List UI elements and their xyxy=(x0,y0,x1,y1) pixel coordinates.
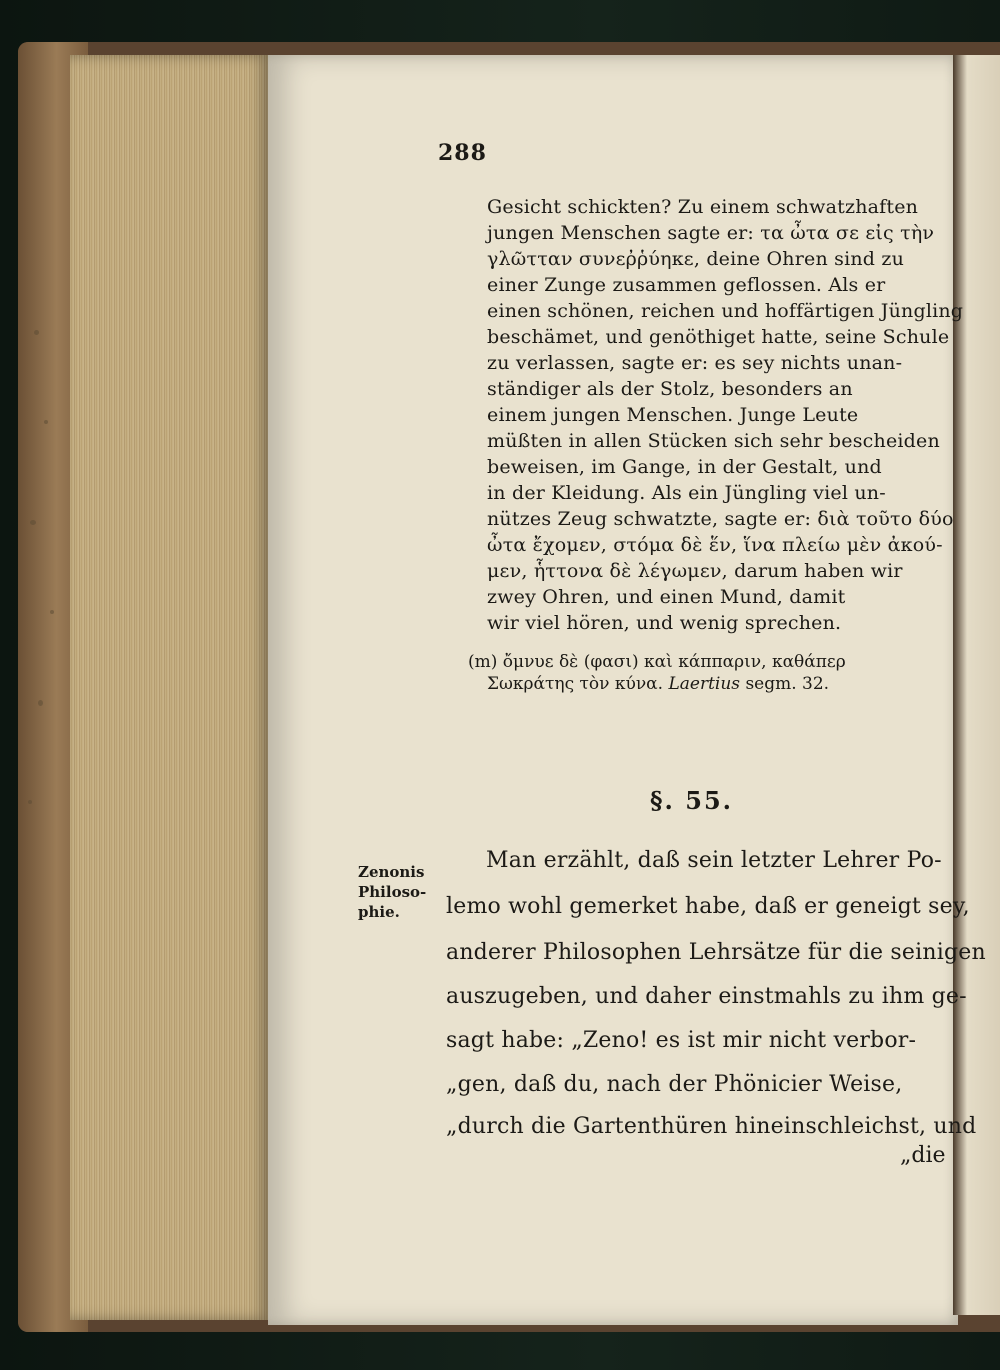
foxing-spot xyxy=(50,610,54,614)
section-line: lemo wohl gemerket habe, daß er geneigt sey, xyxy=(446,894,970,919)
body-line: zu verlassen, sagte er: es sey nichts unan- xyxy=(487,352,903,374)
body-line: zwey Ohren, und einen Mund, damit xyxy=(487,586,846,608)
foxing-spot xyxy=(34,330,39,335)
body-line: einer Zunge zusammen geflossen. Als er xyxy=(487,274,886,296)
body-line: γλῶτταν συνεῤῥύηκε, deine Ohren sind zu xyxy=(487,248,905,270)
body-line: μεν, ἧττονα δὲ λέγωμεν, darum haben wir xyxy=(487,560,903,582)
margin-note-line: phie. xyxy=(358,903,400,921)
section-line: „gen, daß du, nach der Phönicier Weise, xyxy=(446,1072,903,1097)
foxing-spot xyxy=(30,520,36,525)
body-line: einen schönen, reichen und hoffärtigen Jüngling xyxy=(487,300,964,322)
body-line: einem jungen Menschen. Junge Leute xyxy=(487,404,859,426)
margin-note-line: Zenonis xyxy=(358,863,425,881)
page-edges xyxy=(70,55,270,1320)
footnote-line xyxy=(487,674,829,694)
footnote-greek: Σωκράτης τὸν κύνα. xyxy=(487,674,664,694)
footnote-author: Laertius xyxy=(668,674,741,694)
section-heading: §. 55. xyxy=(650,786,734,815)
footnote-line: (m) ὄμνυε δὲ (φασι) καὶ κάππαριν, καθάπερ xyxy=(468,652,846,672)
page-number: 288 xyxy=(438,140,487,166)
body-line: beweisen, im Gange, in der Gestalt, und xyxy=(487,456,882,478)
body-line: Gesicht schickten? Zu einem schwatzhaften xyxy=(487,196,919,218)
foxing-spot xyxy=(44,420,48,424)
margin-note-line: Philoso- xyxy=(358,883,427,901)
body-line: jungen Menschen sagte er: τα ὦτα σε εἰς τὴν xyxy=(487,222,935,244)
section-line: auszugeben, und daher einstmahls zu ihm ge- xyxy=(446,984,967,1009)
body-line: wir viel hören, und wenig sprechen. xyxy=(487,612,842,634)
body-line: nützes Zeug schwatzte, sagte er: διὰ τοῦτο δύο xyxy=(487,508,954,530)
section-line: Man erzählt, daß sein letzter Lehrer Po- xyxy=(486,848,942,873)
foxing-spot xyxy=(38,700,43,706)
body-line: beschämet, und genöthiget hatte, seine Schule xyxy=(487,326,950,348)
footnote-reference: segm. 32. xyxy=(745,674,830,694)
body-line: ὦτα ἔχομεν, στόμα δὲ ἕν, ἵνα πλείω μὲν ἀκού- xyxy=(487,534,943,556)
section-line: „durch die Gartenthüren hineinschleichst, und xyxy=(446,1114,977,1139)
foxing-spot xyxy=(28,800,32,804)
body-line: müßten in allen Stücken sich sehr bescheiden xyxy=(487,430,940,452)
section-line: anderer Philosophen Lehrsätze für die seinigen xyxy=(446,940,986,965)
body-line: ständiger als der Stolz, besonders an xyxy=(487,378,853,400)
catchword: „die xyxy=(900,1143,946,1168)
section-line: sagt habe: „Zeno! es ist mir nicht verbor- xyxy=(446,1028,917,1053)
body-line: in der Kleidung. Als ein Jüngling viel un- xyxy=(487,482,886,504)
